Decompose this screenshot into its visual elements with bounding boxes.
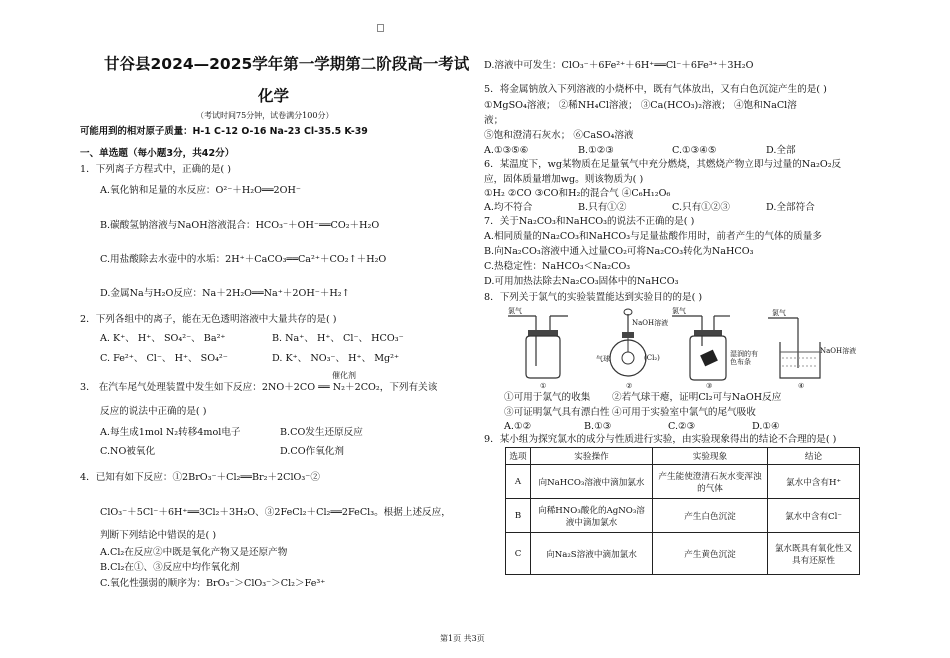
fig2-label-naoh: NaOH溶液 xyxy=(632,319,669,327)
table-row xyxy=(506,465,860,499)
cell: 向稀HNO₃酸化的AgNO₃溶液中滴加氯水 xyxy=(531,499,653,533)
cell: A xyxy=(506,465,531,499)
q4-stem-2: ClO₃⁻＋5Cl⁻＋6H⁺══3Cl₂＋3H₂O、③2FeCl₂＋Cl₂══2FeCl₃。根据上述反应， xyxy=(100,507,451,518)
q8-option-a: A.①② xyxy=(504,421,532,432)
apparatus-1 xyxy=(508,306,578,390)
fig2-label-balloon: 气球 xyxy=(596,355,610,363)
fig4-label-chlorine: 氯气 xyxy=(772,309,786,317)
q2-stem: 2．下列各组中的离子，能在无色透明溶液中大量共存的是( ) xyxy=(80,314,337,325)
q1-stem: 1．下列离子方程式中，正确的是( ) xyxy=(80,164,231,175)
q1-option-c: C.用盐酸除去水壶中的水垢：2H⁺＋CaCO₃══Ca²⁺＋CO₂↑＋H₂O xyxy=(100,254,387,265)
table-row xyxy=(506,499,860,533)
q9-stem: 9．某小组为探究氯水的成分与性质进行实验，由实验现象得出的结论不合理的是( ) xyxy=(484,434,837,445)
q8-option-b: B.①③ xyxy=(584,421,612,432)
q6-stem-2: 应，固体质量增加wg。则该物质为( ) xyxy=(484,174,644,185)
q7-option-d: D.可用加热法除去Na₂CO₃固体中的NaHCO₃ xyxy=(484,276,679,287)
q6-option-b: B.只有①② xyxy=(578,202,627,213)
cell: 产生黄色沉淀 xyxy=(653,533,768,575)
q3-option-a: A.每生成1mol N₂转移4mol电子 xyxy=(100,427,241,438)
gas-bottle-drawing xyxy=(508,306,578,386)
q9-table xyxy=(505,447,860,575)
fig3-label-chlorine: 氯气 xyxy=(672,307,686,315)
apparatus-3 xyxy=(672,306,762,390)
q5-option-b: B.①②③ xyxy=(578,145,614,156)
header-operation: 实验操作 xyxy=(531,448,653,465)
q3-option-b: B.CO发生还原反应 xyxy=(280,427,363,438)
q3-stem-1: 3． 在汽车尾气处理装置中发生如下反应：2NO＋2CO ══ N₂＋2CO₂，下列有关该 xyxy=(80,382,438,393)
q8-statement-4: ④可用于实验室中氯气的尾气吸收 xyxy=(612,407,756,418)
q2-option-a: A. K⁺、 H⁺、 SO₄²⁻、 Ba²⁺ xyxy=(100,333,226,344)
q7-option-a: A.相同质量的Na₂CO₃和NaHCO₃与足量盐酸作用时，前者产生的气体的质量多 xyxy=(484,231,822,242)
cell: 产生白色沉淀 xyxy=(653,499,768,533)
subject-title: 化学 xyxy=(258,87,290,105)
fig1-label-chlorine: 氯气 xyxy=(508,307,522,315)
q4-option-c: C.氧化性强弱的顺序为：BrO₃⁻＞ClO₃⁻＞Cl₂＞Fe³⁺ xyxy=(100,578,326,589)
fig4-number: ④ xyxy=(798,382,805,390)
header-option: 选项 xyxy=(506,448,531,465)
q4-option-a: A.Cl₂在反应②中既是氧化产物又是还原产物 xyxy=(100,547,288,558)
fig3-number: ③ xyxy=(706,382,713,390)
cell: C xyxy=(506,533,531,575)
cloth-bottle-drawing xyxy=(672,306,762,386)
q5-stem-2: ①MgSO₄溶液； ②稀NH₄Cl溶液； ③Ca(HCO₃)₂溶液； ④饱和NaCl溶 xyxy=(484,100,797,111)
exam-title: 甘谷县2024—2025学年第一学期第二阶段高一考试 xyxy=(104,55,470,73)
q8-statement-3: ③可证明氯气具有漂白性 xyxy=(504,407,610,418)
page-footer: 第1页 共3页 xyxy=(440,634,485,643)
q8-statement-2: ②若气球干瘪，证明Cl₂可与NaOH反应 xyxy=(612,392,782,403)
section-heading: 一、单选题（每小题3分，共42分） xyxy=(80,148,235,159)
q5-option-d: D.全部 xyxy=(766,145,796,156)
scan-mark xyxy=(377,24,384,32)
q5-option-c: C.①③④⑤ xyxy=(672,145,717,156)
q6-option-c: C.只有①②③ xyxy=(672,202,731,213)
header-conclusion: 结论 xyxy=(768,448,860,465)
q1-option-b: B.碳酸氢钠溶液与NaOH溶液混合：HCO₃⁻＋OH⁻══CO₂＋H₂O xyxy=(100,220,380,231)
apparatus-4 xyxy=(768,306,858,390)
q5-option-a: A.①③⑤⑥ xyxy=(484,145,529,156)
table-row xyxy=(506,533,860,575)
q1-option-a: A.氧化钠和足量的水反应：O²⁻＋H₂O══2OH⁻ xyxy=(100,185,301,196)
cell: 氯水中含有H⁺ xyxy=(768,465,860,499)
q8-option-d: D.①④ xyxy=(752,421,780,432)
q6-option-a: A.均不符合 xyxy=(484,202,533,213)
q2-option-b: B. Na⁺、 H⁺、 Cl⁻、 HCO₃⁻ xyxy=(272,333,404,344)
q2-option-d: D. K⁺、 NO₃⁻、 H⁺、 Mg²⁺ xyxy=(272,353,400,364)
q2-option-c: C. Fe²⁺、 Cl⁻、 H⁺、 SO₄²⁻ xyxy=(100,353,228,364)
cell: 氯水既具有氧化性又具有还原性 xyxy=(768,533,860,575)
q7-stem: 7．关于Na₂CO₃和NaHCO₃的说法不正确的是( ) xyxy=(484,216,695,227)
atomic-masses: 可能用到的相对原子质量：H-1 C-12 O-16 Na-23 Cl-35.5 K-39 xyxy=(80,126,368,137)
fig4-label-naoh: NaOH溶液 xyxy=(820,347,857,355)
q3-catalyst: 催化剂 xyxy=(332,371,356,380)
cell: 向NaHCO₃溶液中滴加氯水 xyxy=(531,465,653,499)
exam-info: （考试时间75分钟，试卷满分100分） xyxy=(196,111,334,120)
q4-option-b: B.Cl₂在①、③反应中均作氧化剂 xyxy=(100,562,240,573)
q5-stem-1: 5．将金属钠放入下列溶液的小烧杯中，既有气体放出，又有白色沉淀产生的是( ) xyxy=(484,84,827,95)
q8-stem: 8．下列关于氯气的实验装置能达到实验目的的是( ) xyxy=(484,292,703,303)
table-header-row xyxy=(506,448,860,465)
apparatus-2 xyxy=(594,306,674,390)
q7-option-b: B.向Na₂CO₃溶液中通入过量CO₂可将Na₂CO₃转化为NaHCO₃ xyxy=(484,246,754,257)
q1-option-d: D.金属Na与H₂O反应：Na＋2H₂O══Na⁺＋2OH⁻＋H₂↑ xyxy=(100,288,350,299)
header-phenomenon: 实验现象 xyxy=(653,448,768,465)
cell: 产生能使澄清石灰水变浑浊的气体 xyxy=(653,465,768,499)
q3-stem-2: 反应的说法中正确的是( ) xyxy=(100,406,207,417)
q6-stem-1: 6．某温度下，wg某物质在足量氧气中充分燃烧，其燃烧产物立即与过量的Na₂O₂反 xyxy=(484,159,842,170)
cell: 氯水中含有Cl⁻ xyxy=(768,499,860,533)
q8-statement-1: ①可用于氯气的收集 xyxy=(504,392,591,403)
fig2-number: ② xyxy=(626,382,633,390)
q7-option-c: C.热稳定性：NaHCO₃＜Na₂CO₃ xyxy=(484,261,631,272)
q4-stem-1: 4．已知有如下反应：①2BrO₃⁻＋Cl₂══Br₂＋2ClO₃⁻② xyxy=(80,472,320,483)
q8-option-c: C.②③ xyxy=(668,421,696,432)
q3-option-c: C.NO被氧化 xyxy=(100,446,156,457)
cell: B xyxy=(506,499,531,533)
fig3-label-cloth: 湿润的有色布条 xyxy=(730,350,758,366)
q6-stem-3: ①H₂ ②CO ③CO和H₂的混合气 ④C₆H₁₂O₆ xyxy=(484,188,671,199)
q5-stem-3: 液； xyxy=(484,115,504,126)
q5-stem-4: ⑤饱和澄清石灰水； ⑥CaSO₄溶液 xyxy=(484,130,634,141)
fig2-label-cl2: (Cl₂) xyxy=(644,354,660,362)
cell: 向Na₂S溶液中滴加氯水 xyxy=(531,533,653,575)
q4-option-d: D.溶液中可发生：ClO₃⁻＋6Fe²⁺＋6H⁺══Cl⁻＋6Fe³⁺＋3H₂O xyxy=(484,60,754,71)
q6-option-d: D.全部符合 xyxy=(766,202,815,213)
fig1-number: ① xyxy=(540,382,547,390)
q4-stem-3: 判断下列结论中错误的是( ) xyxy=(100,530,217,541)
q3-option-d: D.CO作氧化剂 xyxy=(280,446,344,457)
